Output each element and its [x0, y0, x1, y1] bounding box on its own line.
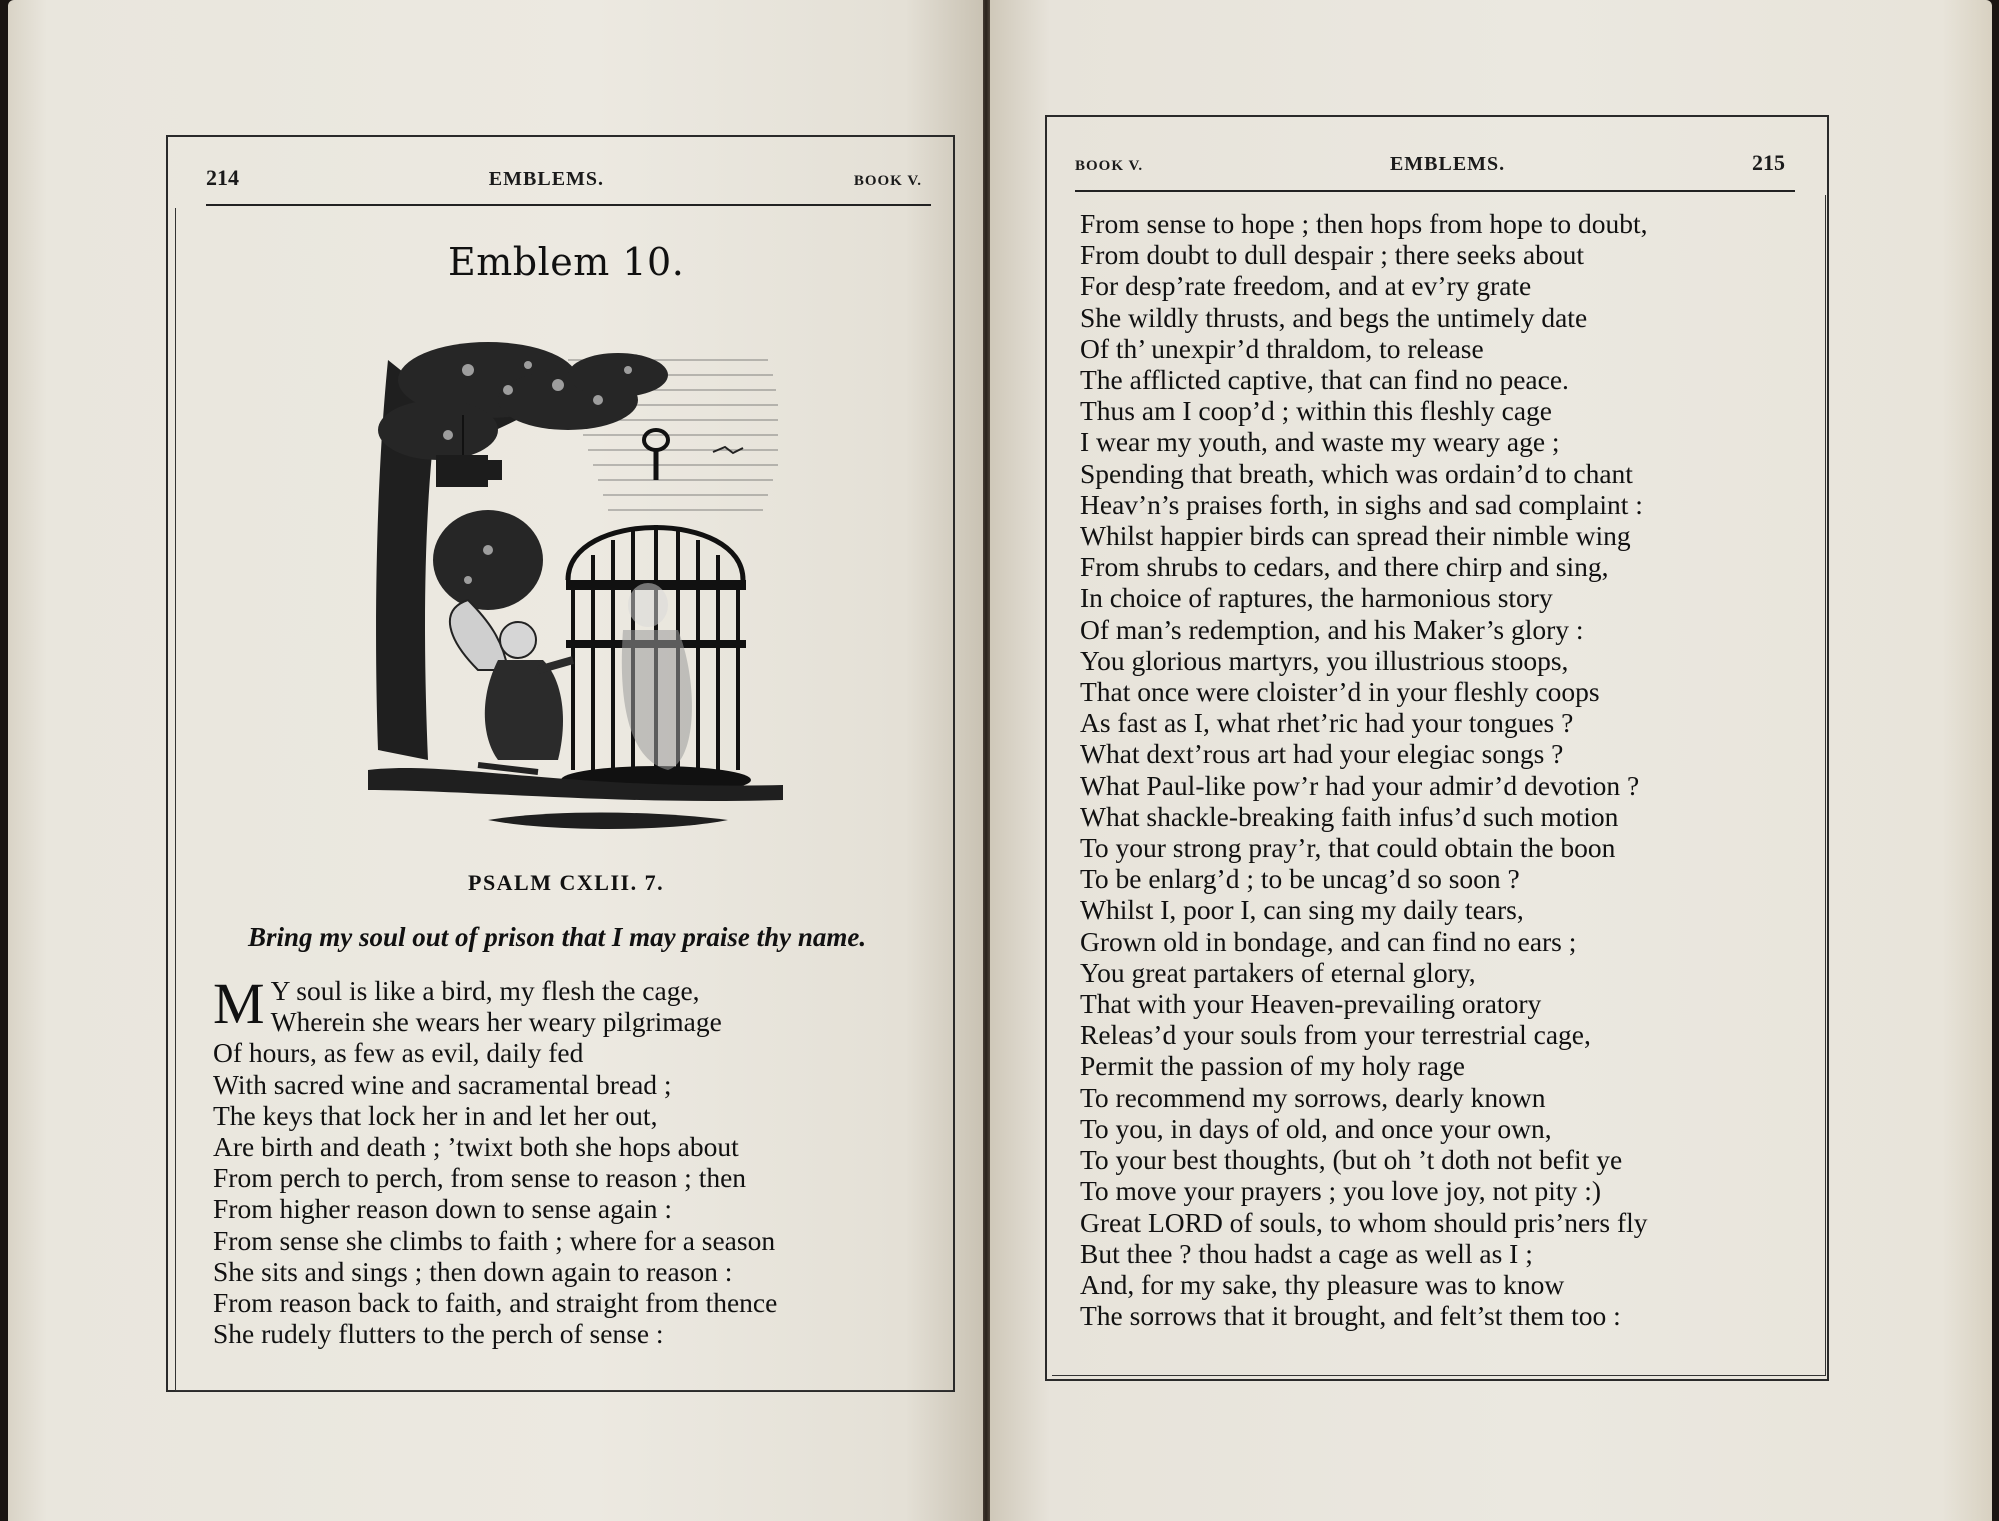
poem-line: And, for my sake, thy pleasure was to know: [1080, 1268, 1565, 1300]
poem-line: From reason back to faith, and straight from thence: [213, 1287, 778, 1319]
psalm-text: Bring my soul out of prison that I may praise thy name.: [248, 922, 867, 952]
emblem-heading: Emblem 10.: [448, 240, 685, 284]
poem-line: That with your Heaven-prevailing oratory: [1080, 988, 1542, 1020]
page-number: 215: [1751, 150, 1785, 175]
poem-line: To you, in days of old, and once your own,: [1080, 1112, 1552, 1144]
right-page: [990, 0, 1992, 1521]
poem-line: From doubt to dull despair ; there seeks about: [1080, 239, 1585, 271]
poem-line: Permit the passion of my holy rage: [1080, 1050, 1465, 1082]
poem-line: Thus am I coop’d ; within this fleshly cage: [1080, 395, 1552, 427]
poem-line: From higher reason down to sense again :: [213, 1193, 673, 1225]
running-title: EMBLEMS.: [488, 168, 605, 190]
poem-line: What dext’rous art had your elegiac songs ?: [1080, 738, 1564, 770]
psalm-reference: PSALM CXLII. 7.: [468, 870, 665, 895]
poem-line: But thee ? thou hadst a cage as well as I ;: [1080, 1237, 1533, 1269]
poem-line: You great partakers of eternal glory,: [1080, 956, 1476, 988]
right-poem: [1080, 208, 1780, 1331]
poem-line: Y soul is like a bird, my flesh the cage,: [270, 975, 700, 1006]
running-title: EMBLEMS.: [1389, 153, 1506, 175]
poem-line: With sacred wine and sacramental bread ;: [213, 1068, 672, 1100]
poem-line: From sense to hope ; then hops from hope to doubt,: [1080, 208, 1648, 239]
left-running-head: [206, 165, 922, 191]
header-rule: [1075, 190, 1795, 192]
poem-line: You glorious martyrs, you illustrious stoops,: [1080, 644, 1569, 676]
drop-cap: M: [213, 971, 265, 1036]
poem-line: Releas’d your souls from your terrestrial cage,: [1080, 1019, 1591, 1051]
poem-line: The afflicted captive, that can find no peace.: [1080, 364, 1569, 396]
poem-line: Whilst I, poor I, can sing my daily tears,: [1080, 894, 1524, 926]
poem-line: What shackle-breaking faith infus’d such motion: [1080, 800, 1619, 832]
poem-line: Are birth and death ; ’twixt both she hops about: [213, 1131, 739, 1163]
poem-line: Great LORD of souls, to whom should pris’ners fly: [1080, 1206, 1648, 1238]
header-rule: [206, 204, 931, 206]
poem-line: To your best thoughts, (but oh ’t doth not befit ye: [1080, 1144, 1623, 1176]
poem-line: To move your prayers ; you love joy, not pity :): [1080, 1175, 1601, 1207]
poem-line: Heav’n’s praises forth, in sighs and sad complaint :: [1080, 488, 1643, 520]
book-label: BOOK V.: [1075, 158, 1144, 174]
poem-line: Of th’ unexpir’d thraldom, to release: [1080, 332, 1484, 364]
poem-line: She wildly thrusts, and begs the untimely date: [1080, 301, 1588, 333]
poem-line: From sense she climbs to faith ; where for a season: [213, 1224, 776, 1256]
poem-line: Wherein she wears her weary pilgrimage: [270, 1006, 722, 1038]
poem-line: She sits and sings ; then down again to reason :: [213, 1255, 733, 1287]
poem-line: Of man’s redemption, and his Maker’s glory :: [1080, 613, 1584, 645]
page-number: 214: [206, 165, 239, 190]
poem-line: To your strong pray’r, that could obtain the boon: [1080, 832, 1616, 864]
poem-line: From perch to perch, from sense to reason ; then: [213, 1162, 747, 1194]
poem-line: Grown old in bondage, and can find no ears ;: [1080, 925, 1577, 957]
poem-line: Spending that breath, which was ordain’d to chant: [1080, 457, 1633, 489]
poem-line: That once were cloister’d in your fleshly coops: [1080, 676, 1600, 708]
poem-line: From shrubs to cedars, and there chirp and sing,: [1080, 551, 1609, 583]
poem-line: She rudely flutters to the perch of sense :: [213, 1318, 664, 1350]
left-page: [8, 0, 983, 1521]
right-running-head: [1075, 150, 1785, 176]
poem-line: For desp’rate freedom, and at ev’ry grate: [1080, 270, 1532, 302]
poem-line: I wear my youth, and waste my weary age ;: [1080, 426, 1560, 458]
poem-line: The sorrows that it brought, and felt’st them too :: [1080, 1300, 1621, 1332]
poem-line: Of hours, as few as evil, daily fed: [213, 1037, 584, 1069]
book-label: BOOK V.: [853, 173, 922, 189]
poem-line: The keys that lock her in and let her out,: [213, 1099, 658, 1131]
engraving-illustration: [368, 340, 783, 850]
poem-line: As fast as I, what rhet’ric had your tongues ?: [1080, 707, 1574, 739]
left-poem: [213, 971, 913, 1350]
poem-line: To recommend my sorrows, dearly known: [1080, 1081, 1546, 1113]
poem-line: In choice of raptures, the harmonious story: [1080, 582, 1553, 614]
poem-line: To be enlarg’d ; to be uncag’d so soon ?: [1080, 863, 1520, 895]
poem-line: What Paul-like pow’r had your admir’d devotion ?: [1080, 769, 1640, 801]
poem-line: Whilst happier birds can spread their nimble wing: [1080, 520, 1631, 552]
